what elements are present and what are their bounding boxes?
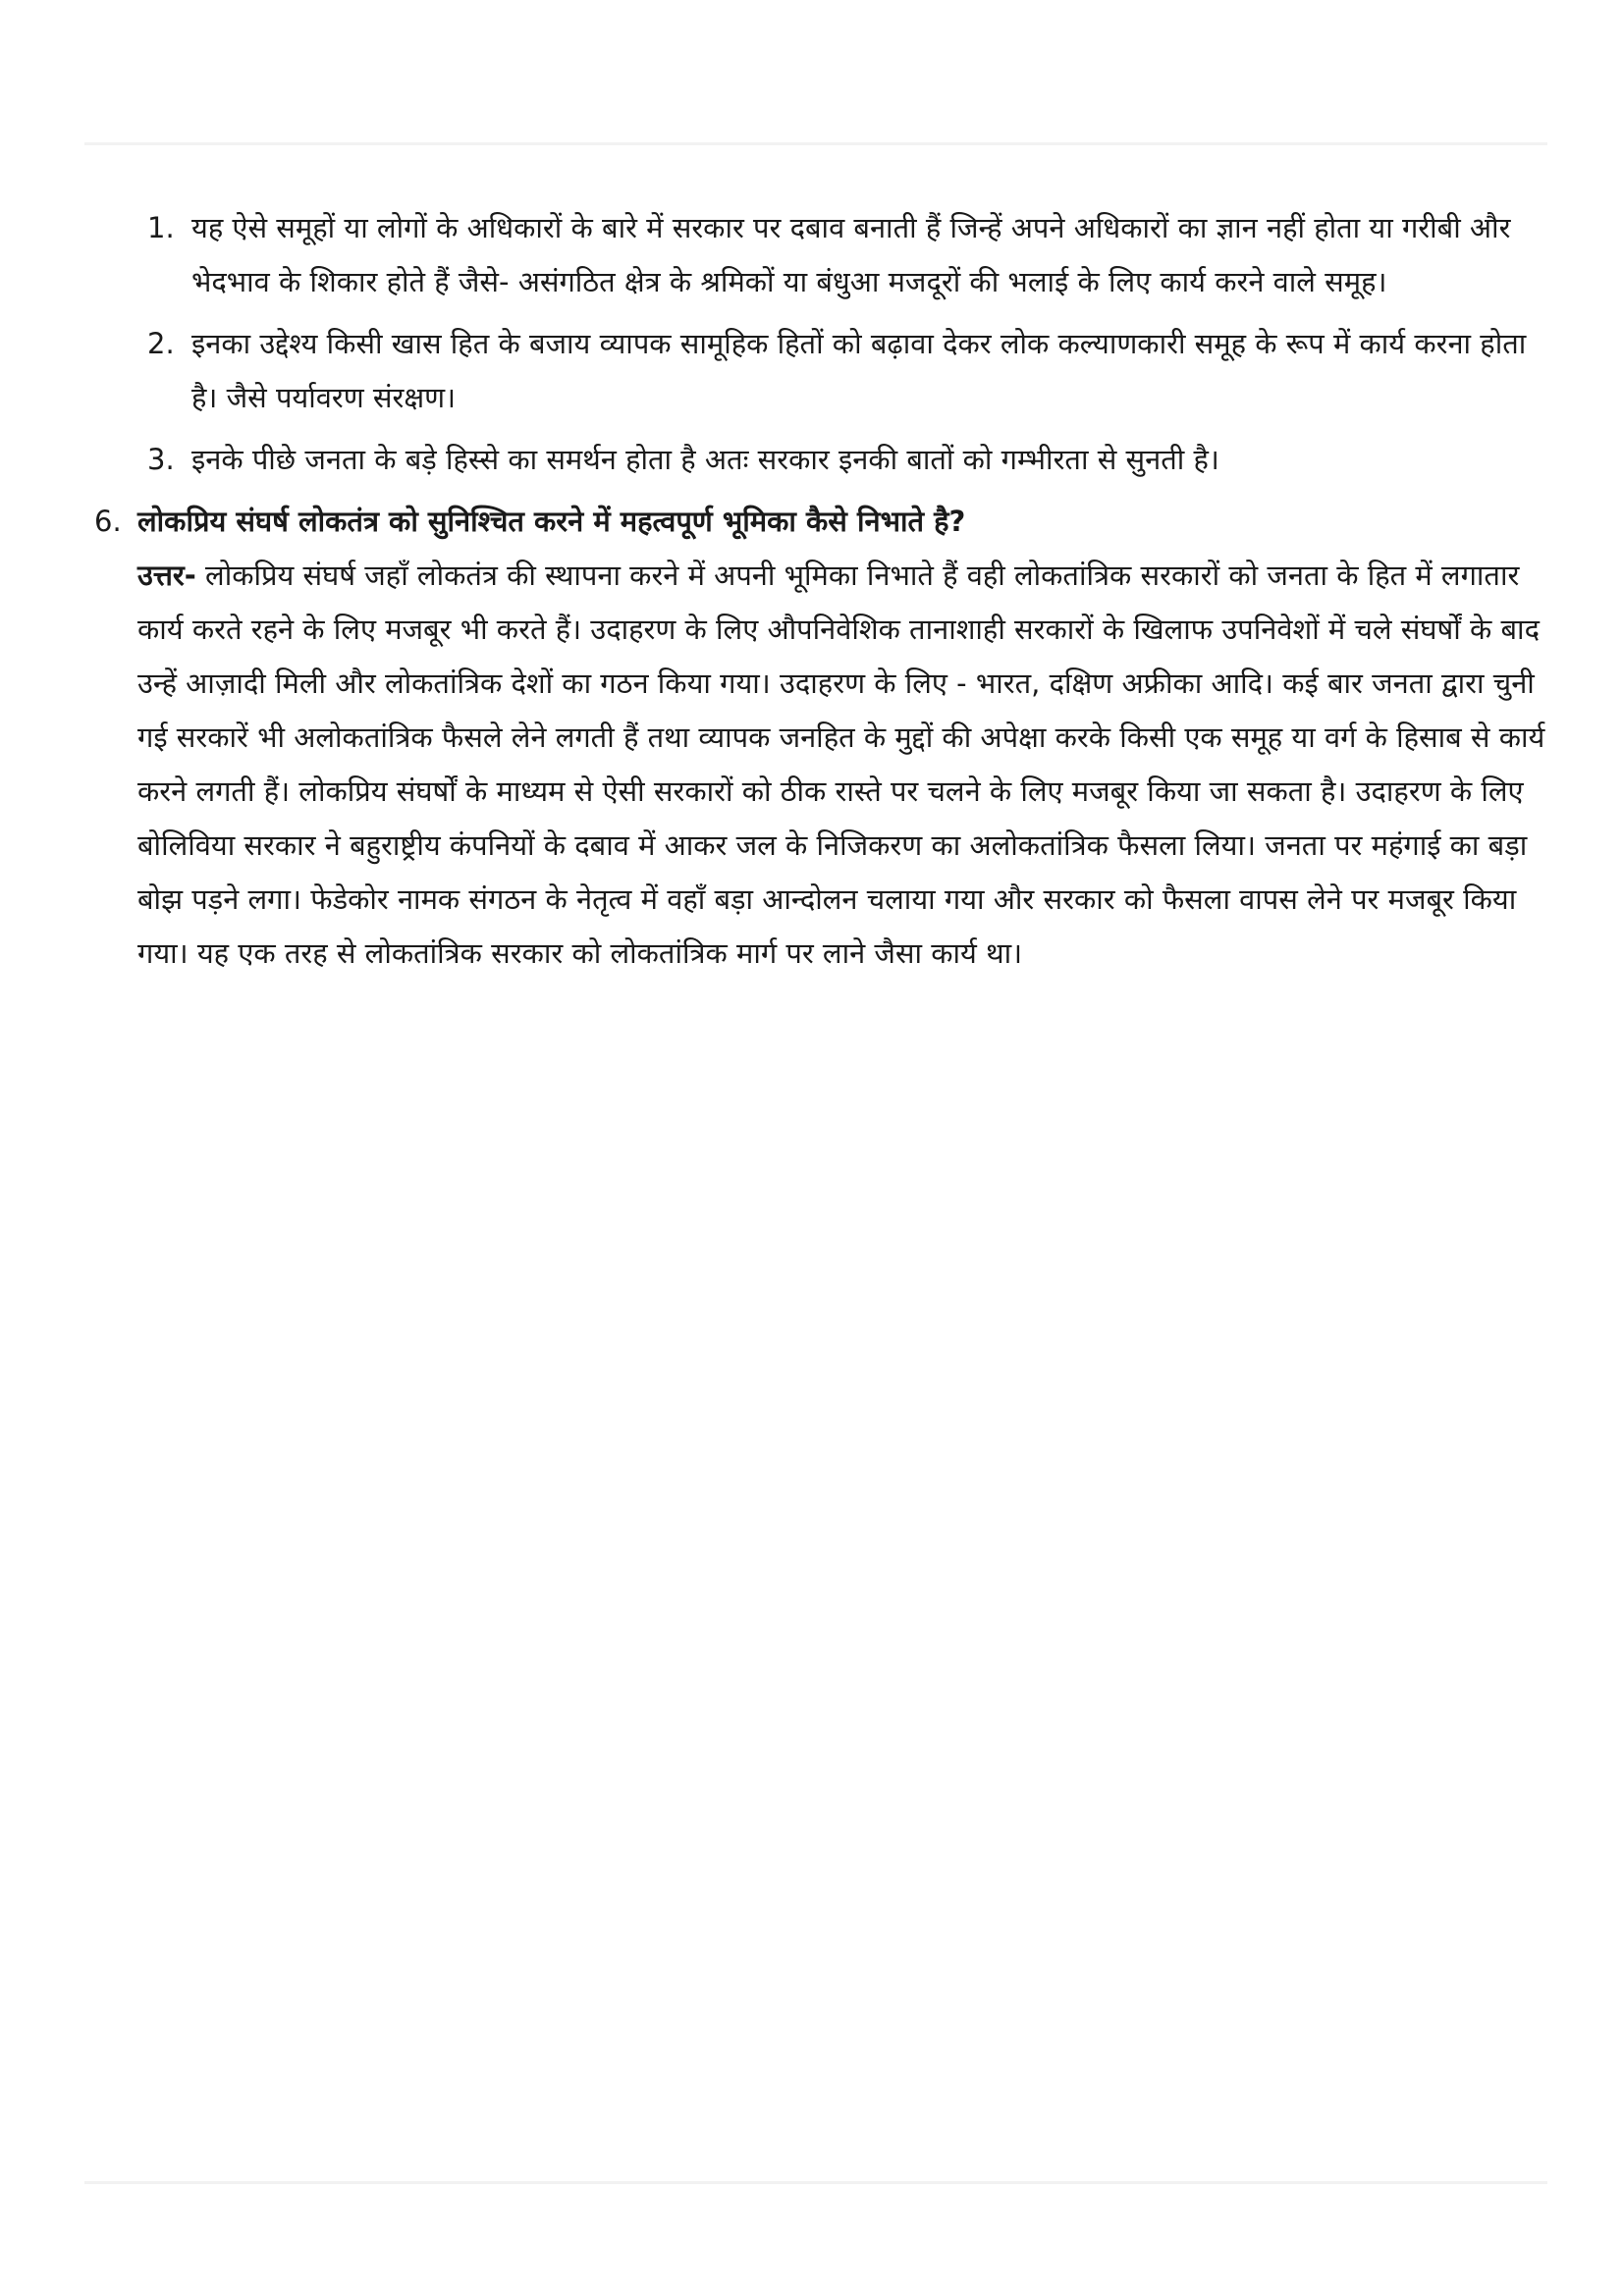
list-item-number: 3.: [147, 443, 175, 476]
question-number: 6.: [94, 505, 122, 538]
list-item-number: 1.: [147, 211, 175, 244]
answer-text: लोकप्रिय संघर्ष जहाँ लोकतंत्र की स्थापना करने में अपनी भूमिका निभाते हैं वही लोकतांत्रिक सरकारों को जनता के हित में लगातार कार्य करते रहने के लिए मजबूर भी करते हैं। उदाहरण के लिए औपनिवेशिक तानाशाही सरकारों के खिलाफ उपनिवेशों में चले संघर्षों के बाद उन्हें आज़ादी मिली और लोकतांत्रिक देशों का गठन किया गया। उदाहरण के लिए - भारत, दक्षिण अफ्रीका आदि। कई बार जनता द्वारा चुनी गई सरकारें भी अलोकतांत्रिक फैसले लेने लगती हैं तथा व्यापक जनहित के मुद्दों की अपेक्षा करके किसी एक समूह या वर्ग के हिसाब से कार्य करने लगती हैं। लोकप्रिय संघर्षों के माध्यम से ऐसी सरकारों को ठीक रास्ते पर चलने के लिए मजबूर किया जा सकता है। उदाहरण के लिए बोलिविया सरकार ने बहुराष्ट्रीय कंपनियों के दबाव में आकर जल के निजिकरण का अलोकतांत्रिक फैसला लिया। जनता पर महंगाई का बड़ा बोझ पड़ने लगा। फेडेकोर नामक संगठन के नेतृत्व में वहाँ बड़ा आन्दोलन चलाया गया और सरकार को फैसला वापस लेने पर मजबूर किया गया। यह एक तरह से लोकतांत्रिक सरकार को लोकतांत्रिक मार्ग पर लाने जैसा कार्य था।: [137, 559, 1545, 970]
list-item-text: इनके पीछे जनता के बड़े हिस्से का समर्थन होता है अतः सरकार इनकी बातों को गम्भीरता से सुनती है।: [191, 443, 1219, 476]
top-divider: [84, 142, 1547, 145]
list-item: [147, 317, 1551, 425]
question-text: लोकप्रिय संघर्ष लोकतंत्र को सुनिश्चित करने में महत्वपूर्ण भूमिका कैसे निभाते है?: [137, 505, 966, 538]
answer-label: उत्तर-: [137, 559, 196, 592]
sub-point-list: [88, 201, 1551, 487]
bottom-divider: [84, 2181, 1547, 2184]
answer-paragraph: [137, 549, 1551, 981]
document-body: [88, 201, 1551, 981]
list-item: [147, 433, 1551, 487]
list-item-text: यह ऐसे समूहों या लोगों के अधिकारों के बारे में सरकार पर दबाव बनाती हैं जिन्हें अपने अधिकारों का ज्ञान नहीं होता या गरीबी और भेदभाव के शिकार होते हैं जैसे- असंगठित क्षेत्र के श्रमिकों या बंधुआ मजदूरों की भलाई के लिए कार्य करने वाले समूह।: [191, 211, 1511, 298]
list-item-number: 2.: [147, 327, 175, 360]
list-item-text: इनका उद्देश्य किसी खास हित के बजाय व्यापक सामूहिक हितों को बढ़ावा देकर लोक कल्याणकारी समूह के रूप में कार्य करना होता है। जैसे पर्यावरण संरक्षण।: [191, 327, 1527, 414]
question-block: [88, 495, 1551, 981]
list-item: [147, 201, 1551, 309]
